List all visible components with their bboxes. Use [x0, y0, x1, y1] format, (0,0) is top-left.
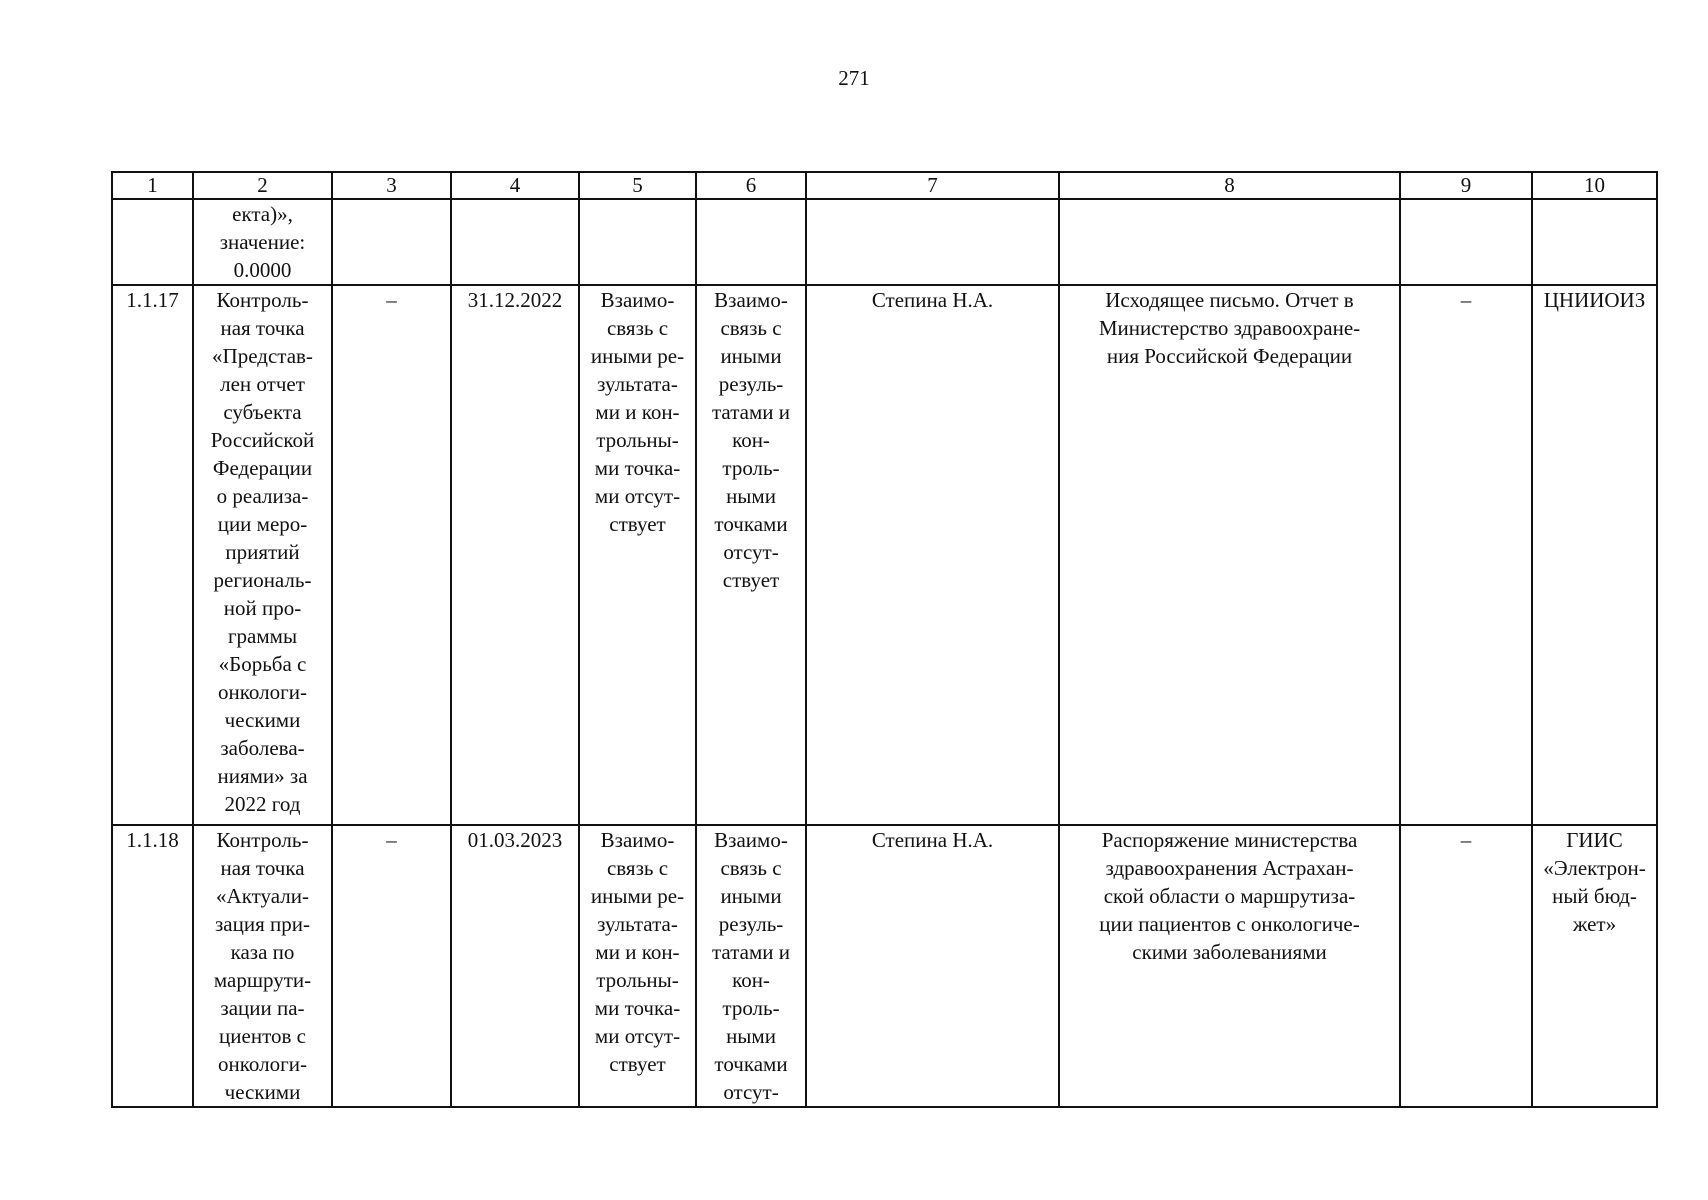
col-header-6: 6: [696, 172, 806, 199]
text-line: ный бюд-: [1552, 884, 1637, 908]
text-line: онкологи-: [218, 680, 307, 704]
text-line: Взаимо-: [714, 828, 788, 852]
cell-col9: –: [1400, 285, 1532, 825]
cell-col6: [696, 825, 806, 1107]
cell-description: [193, 825, 332, 1107]
text-line: ной про-: [223, 596, 302, 620]
cell-empty: [1532, 199, 1657, 285]
col-header-9: 9: [1400, 172, 1532, 199]
text-line: 2022 год: [224, 792, 301, 816]
text-line: Российской: [210, 428, 315, 452]
text-line: ГИИС: [1566, 828, 1623, 852]
text-line: ми отсут-: [594, 1024, 681, 1048]
cell-number: 1.1.18: [112, 825, 193, 1107]
text-line: ния Российской Федерации: [1106, 344, 1353, 368]
text-line: троль-: [722, 456, 780, 480]
text-line: ными: [726, 1024, 776, 1048]
header-row: [112, 172, 1657, 199]
text-line: связь с: [720, 316, 782, 340]
cell-col9: –: [1400, 825, 1532, 1107]
cell-document: [1059, 825, 1400, 1107]
cell-date: 01.03.2023: [451, 825, 579, 1107]
text-line: «Борьба с: [218, 652, 307, 676]
text-line: ми и кон-: [595, 400, 680, 424]
text-line: ниями» за: [217, 764, 308, 788]
text-line: зультата-: [597, 372, 678, 396]
col-header-3: 3: [332, 172, 451, 199]
text-line: Взаимо-: [714, 288, 788, 312]
cell-empty: [696, 199, 806, 285]
col-header-2: 2: [193, 172, 332, 199]
cell-responsible: Степина Н.А.: [806, 285, 1059, 825]
cell-col6: [696, 285, 806, 825]
text-line: татами и: [712, 940, 790, 964]
text-line: граммы: [227, 624, 298, 648]
table-row: [112, 825, 1657, 1107]
text-line: Контроль-: [216, 288, 309, 312]
cell-empty: [112, 199, 193, 285]
text-line: кон-: [732, 968, 770, 992]
text-line: екта)»,: [232, 202, 293, 226]
cell-description: [193, 199, 332, 285]
text-line: отсут-: [723, 540, 779, 564]
cell-empty: [579, 199, 696, 285]
cell-description: [193, 285, 332, 825]
cell-col3: –: [332, 285, 451, 825]
text-line: ная точка: [220, 856, 305, 880]
text-line: ствует: [722, 568, 780, 592]
text-line: ции меро-: [217, 512, 308, 536]
continuation-row: [112, 199, 1657, 285]
text-line: иными ре-: [590, 884, 685, 908]
text-line: ми точка-: [594, 996, 681, 1020]
text-line: ствует: [609, 512, 666, 536]
text-line: ми и кон-: [595, 940, 680, 964]
text-line: «Актуали-: [216, 884, 309, 908]
text-line: ЦНИИОИЗ: [1543, 288, 1646, 312]
text-line: приятий: [225, 540, 300, 564]
cell-col5: [579, 285, 696, 825]
data-table: [111, 171, 1658, 1108]
cell-empty: [451, 199, 579, 285]
text-line: резуль-: [718, 372, 784, 396]
col-header-7: 7: [806, 172, 1059, 199]
text-line: здравоохранения Астрахан-: [1105, 856, 1354, 880]
text-line: Федерации: [212, 456, 313, 480]
cell-empty: [332, 199, 451, 285]
text-line: иными ре-: [590, 344, 685, 368]
text-line: Министерство здравоохране-: [1098, 316, 1361, 340]
text-line: субъекта: [223, 400, 302, 424]
text-line: иными: [720, 884, 782, 908]
cell-responsible: Степина Н.А.: [806, 825, 1059, 1107]
text-line: ными: [726, 484, 776, 508]
cell-document: [1059, 285, 1400, 825]
text-line: ческими: [224, 1080, 301, 1104]
cell-system: [1532, 825, 1657, 1107]
cell-empty: [1059, 199, 1400, 285]
text-line: резуль-: [718, 912, 784, 936]
text-line: связь с: [606, 856, 669, 880]
text-line: ная точка: [220, 316, 305, 340]
text-line: ции пациентов с онкологиче-: [1099, 912, 1360, 936]
cell-empty: [1400, 199, 1532, 285]
table-row: [112, 285, 1657, 825]
text-line: зация при-: [215, 912, 310, 936]
cell-col5: [579, 825, 696, 1107]
text-line: ской области о маршрутиза-: [1103, 884, 1356, 908]
text-line: связь с: [720, 856, 782, 880]
text-line: Контроль-: [216, 828, 309, 852]
text-line: лен отчет: [220, 372, 305, 396]
page-number: 271: [838, 66, 870, 90]
text-line: Распоряжение министерства: [1101, 828, 1358, 852]
text-line: кон-: [732, 428, 770, 452]
text-line: онкологи-: [218, 1052, 307, 1076]
col-header-1: 1: [112, 172, 193, 199]
text-line: трольны-: [596, 968, 679, 992]
text-line: заболева-: [220, 736, 305, 760]
cell-col3: –: [332, 825, 451, 1107]
cell-number: 1.1.17: [112, 285, 193, 825]
text-line: ствует: [609, 1052, 666, 1076]
text-line: скими заболеваниями: [1132, 940, 1327, 964]
text-line: ческими: [224, 708, 301, 732]
col-header-5: 5: [579, 172, 696, 199]
text-line: точками: [714, 1052, 788, 1076]
text-line: о реализа-: [216, 484, 309, 508]
text-line: татами и: [712, 400, 790, 424]
col-header-8: 8: [1059, 172, 1400, 199]
text-line: Исходящее письмо. Отчет в: [1105, 288, 1354, 312]
text-line: «Электрон-: [1543, 856, 1646, 880]
cell-system: [1532, 285, 1657, 825]
col-header-10: 10: [1532, 172, 1657, 199]
text-line: Взаимо-: [600, 828, 675, 852]
text-line: 0.0000: [233, 258, 292, 282]
text-line: ми точка-: [594, 456, 681, 480]
text-line: ми отсут-: [594, 484, 681, 508]
text-line: значение:: [219, 230, 306, 254]
text-line: циентов с: [219, 1024, 306, 1048]
text-line: Взаимо-: [600, 288, 675, 312]
text-line: маршрути-: [213, 968, 312, 992]
text-line: троль-: [722, 996, 780, 1020]
text-line: зультата-: [597, 912, 678, 936]
cell-empty: [806, 199, 1059, 285]
text-line: связь с: [606, 316, 669, 340]
text-line: каза по: [230, 940, 295, 964]
text-line: трольны-: [596, 428, 679, 452]
text-line: отсут-: [723, 1080, 779, 1104]
text-line: иными: [720, 344, 782, 368]
cell-date: 31.12.2022: [451, 285, 579, 825]
text-line: зации па-: [220, 996, 305, 1020]
col-header-4: 4: [451, 172, 579, 199]
text-line: региональ-: [213, 568, 312, 592]
text-line: жет»: [1572, 912, 1617, 936]
text-line: «Представ-: [212, 344, 313, 368]
text-line: точками: [714, 512, 788, 536]
